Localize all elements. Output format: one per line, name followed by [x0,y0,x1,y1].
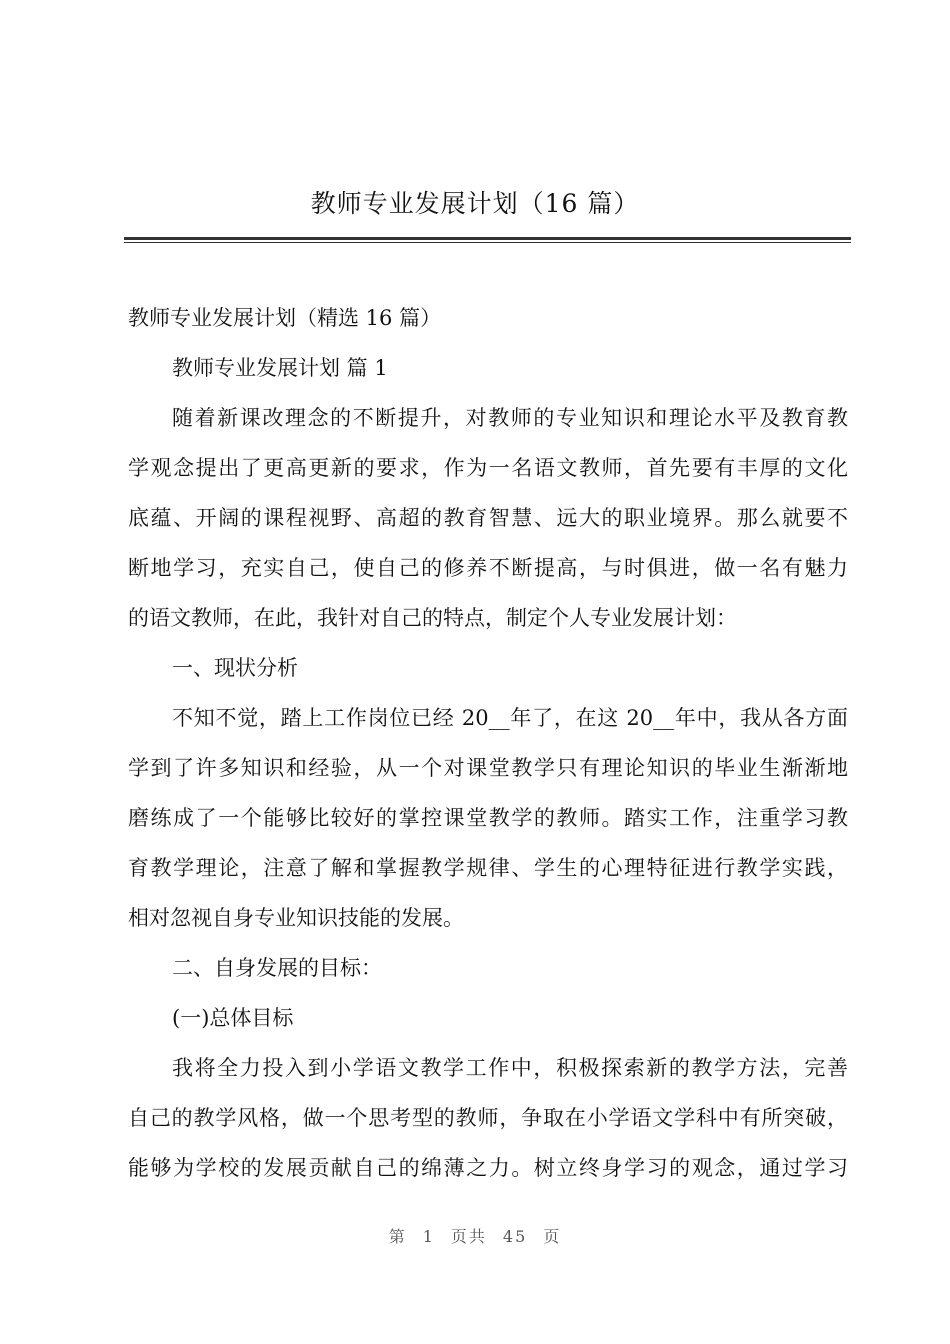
title-divider-thin [124,242,851,243]
section-heading: 二、自身发展的目标： [172,956,382,980]
paragraph-line: 学观念提出了更高更新的要求，作为一名语文教师，首先要有丰厚的文化 [128,456,848,480]
footer-page-mid: 页共 [450,1227,487,1246]
paragraph-line: 自己的教学风格，做一个思考型的教师，争取在小学语文学科中有所突破， [128,1106,848,1130]
paragraph-line: 相对忽视自身专业知识技能的发展。 [128,906,464,930]
paragraph-line: 的语文教师，在此，我针对自己的特点，制定个人专业发展计划： [128,606,737,630]
paragraph-line: 不知不觉，踏上工作岗位已经 20__年了，在这 20__年中，我从各方面 [172,706,848,730]
paragraph-line: 育教学理论，注意了解和掌握教学规律、学生的心理特征进行教学实践， [128,856,848,880]
paragraph-line: 磨练成了一个能够比较好的掌控课堂教学的教师。踏实工作，注重学习教 [128,806,848,830]
footer-page-number: 1 [422,1227,435,1246]
document-title: 教师专业发展计划（16 篇） [310,189,640,218]
footer-total-pages: 45 [502,1227,528,1246]
section-heading: 教师专业发展计划 篇 1 [172,356,388,380]
paragraph-line: 随着新课改理念的不断提升，对教师的专业知识和理论水平及教育教 [172,406,848,430]
footer-page-label: 第 [388,1227,407,1246]
paragraph-line: 我将全力投入到小学语文教学工作中，积极探索新的教学方法，完善 [172,1056,848,1080]
paragraph-line: 能够为学校的发展贡献自己的绵薄之力。树立终身学习的观念，通过学习 [128,1156,848,1180]
paragraph-line: 断地学习，充实自己，使自己的修养不断提高，与时俱进，做一名有魅力 [128,556,848,580]
section-heading: 一、现状分析 [172,656,298,680]
title-divider-thick [124,237,851,240]
footer-page-suffix: 页 [543,1227,562,1246]
paragraph-line: 学到了许多知识和经验，从一个对课堂教学只有理论知识的毕业生渐渐地 [128,756,848,780]
paragraph-line: 底蕴、开阔的课程视野、高超的教育智慧、远大的职业境界。那么就要不 [128,506,848,530]
document-subtitle: 教师专业发展计划（精选 16 篇） [128,306,442,330]
page-footer [0,1226,950,1248]
subsection-heading: (一)总体目标 [172,1006,294,1030]
